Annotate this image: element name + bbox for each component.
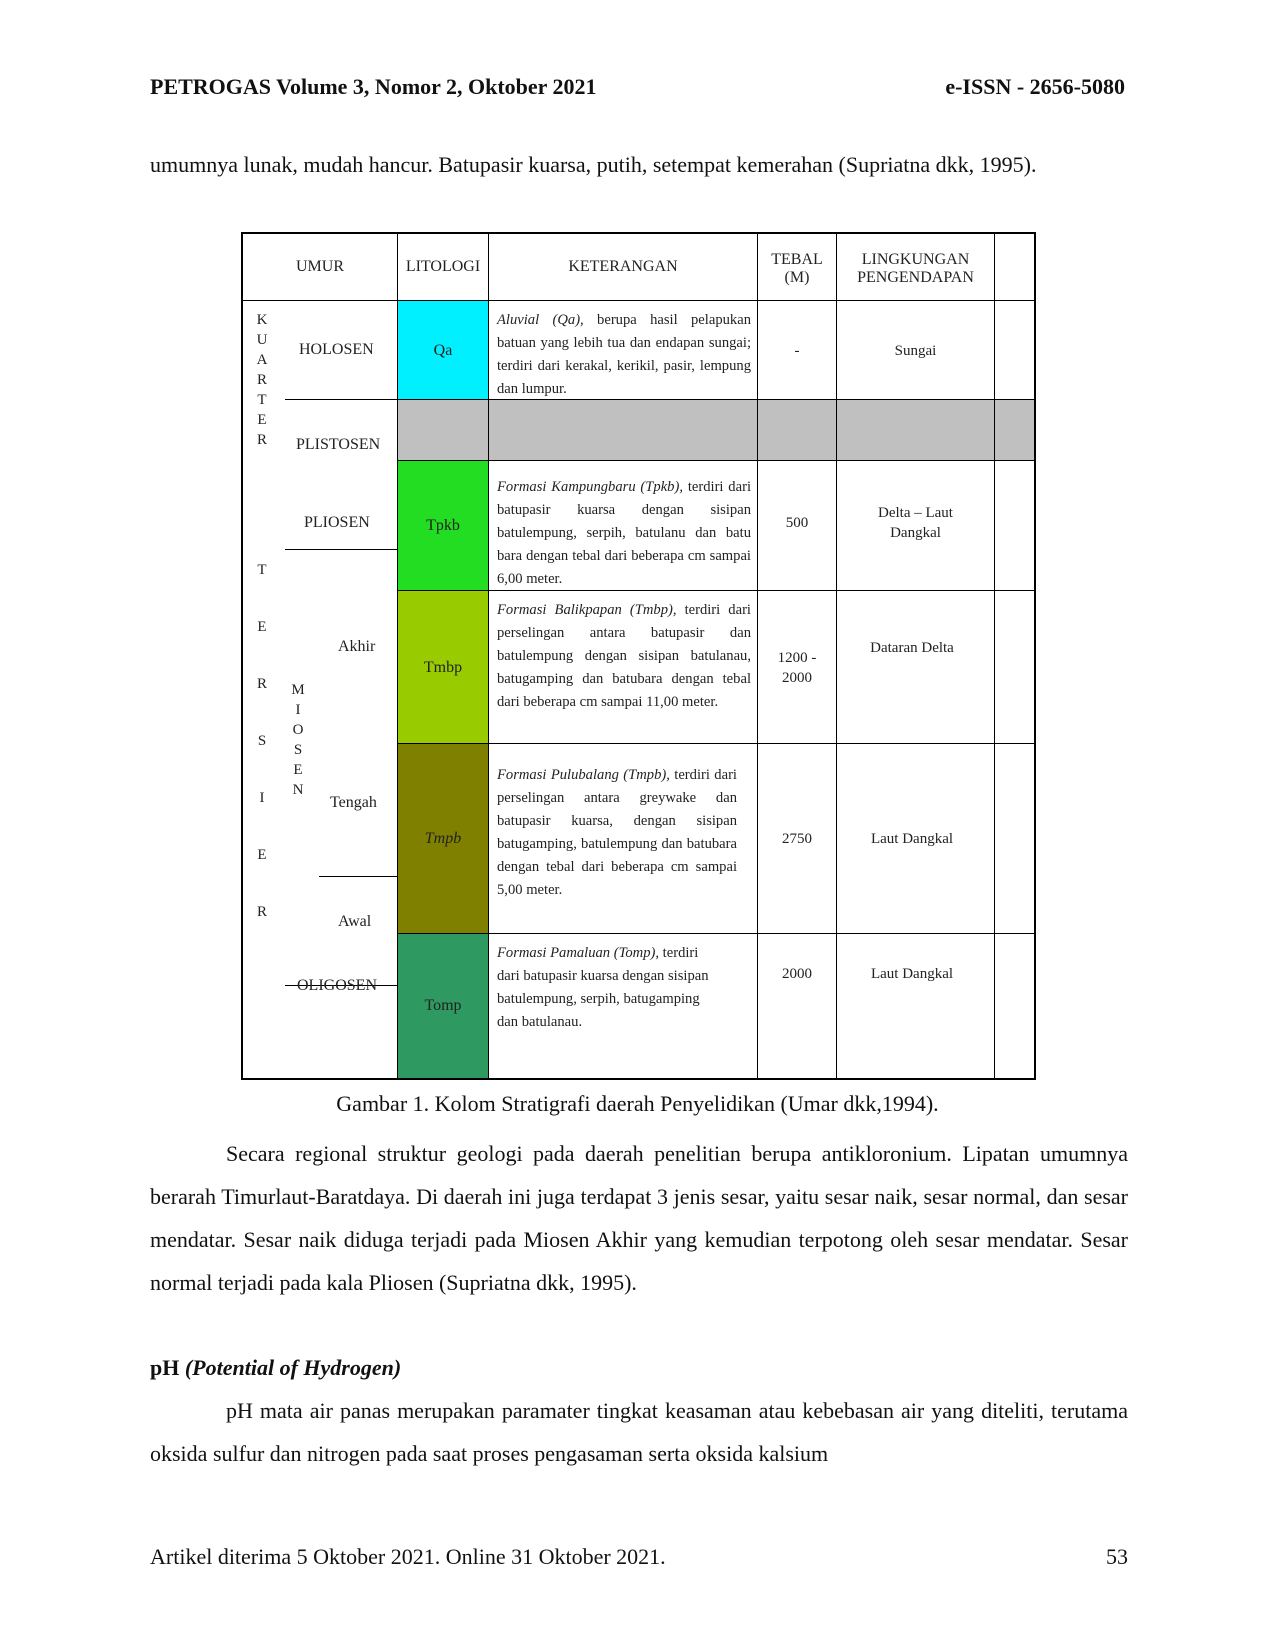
desc-tmbp: [489, 591, 757, 744]
kuarter-letter: U: [256, 332, 268, 348]
header-litologi: LITOLOGI: [405, 258, 481, 275]
miosen-letter: I: [295, 702, 301, 718]
paragraph-2: Secara regional struktur geologi pada daerah penelitian berupa antikloronium. Lipatan umumnya berarah Timurlaut-Baratdaya. Di daerah ini juga terdapat 3 jenis sesar, yaitu sesar naik, sesar normal, dan sesar mendatar. Sesar naik diduga terjadi pada Miosen Akhir yang kemudian terpotong oleh sesar mendatar. Sesar normal terjadi pada kala Pliosen (Supriatna dkk, 1995).: [150, 1141, 1128, 1295]
desc-tmbp-name: Formasi Balikpapan (Tmbp),: [497, 602, 677, 618]
age-akhir: Akhir: [338, 638, 376, 655]
header-umur: UMUR: [295, 258, 344, 275]
litho-tmbp: [398, 591, 488, 744]
desc-tpkb-text: terdiri dari batupasir kuarsa dengan sisipan batulempung, serpih, batulanu dan batu bara dengan tebal dari beberapa cm sampai 6,00 meter.: [497, 479, 751, 587]
litho-gap: [398, 400, 1034, 461]
age-tengah: Tengah: [330, 794, 377, 811]
paragraph-1: umumnya lunak, mudah hancur. Batupasir kuarsa, putih, setempat kemerahan (Supriatna dkk, 1995).: [150, 152, 1037, 177]
miosen-letter: E: [293, 762, 303, 778]
tersier-letter: R: [256, 904, 267, 920]
env-tpkb: Delta – Laut Dangkal: [878, 505, 953, 541]
kuarter-letter: E: [257, 412, 267, 428]
header-keterangan: KETERANGAN: [568, 258, 678, 275]
kuarter-letter: R: [256, 432, 267, 448]
page-number: 53: [1106, 1544, 1128, 1569]
kuarter-letter: K: [256, 312, 268, 328]
issn: e-ISSN - 2656-5080: [945, 74, 1125, 99]
desc-tmpb: [489, 756, 743, 934]
desc-tpkb: [489, 468, 757, 591]
tebal-tmbp: 1200 - 2000: [777, 649, 817, 686]
miosen-letter: N: [292, 782, 304, 798]
miosen-letter: M: [291, 682, 305, 698]
paragraph-3: pH mata air panas merupakan paramater tingkat keasaman atau kebebasan air yang diteliti, terutama oksida sulfur dan nitrogen pada saat proses pengasaman serta oksida kalsium: [150, 1398, 1128, 1466]
section-heading: [150, 1346, 401, 1389]
era-kuarter: [254, 310, 270, 450]
litho-tomp: [398, 934, 488, 1078]
miosen-letter: O: [292, 722, 304, 738]
age-pliosen: PLIOSEN: [304, 514, 370, 531]
tersier-letter: T: [257, 562, 267, 578]
age-holosen: HOLOSEN: [299, 341, 374, 358]
env-tomp: Laut Dangkal: [870, 966, 954, 982]
article-received: Artikel diterima 5 Oktober 2021. Online 31 Oktober 2021.: [150, 1544, 666, 1569]
litho-qa-code: Qa: [433, 341, 453, 359]
tebal-qa: -: [794, 342, 800, 359]
desc-tmpb-text: terdiri dari perselingan antara greywake dan batupasir kuarsa, dengan sisipan batugamping, batulempung dan batubara dengan tebal dari beberapa cm sampai 5,00 meter.: [497, 767, 737, 898]
desc-tomp-name: Formasi Pamaluan (Tomp),: [497, 945, 660, 961]
desc-tmbp-text: terdiri dari perselingan antara batupasir dan batulempung dengan sisipan batulanau, batugamping dan batubara dengan tebal dari beberapa cm sampai 11,00 meter.: [497, 602, 751, 710]
litho-qa: [398, 301, 488, 400]
desc-qa: [489, 301, 757, 400]
env-tmbp: Dataran Delta: [870, 640, 954, 656]
header-lingkungan: LINGKUNGAN PENGENDAPAN: [857, 251, 974, 286]
miosen-letter: S: [293, 742, 303, 758]
litho-tpkb-code: Tpkb: [426, 517, 460, 534]
tersier-letter: R: [256, 676, 267, 692]
age-awal: Awal: [338, 913, 372, 930]
env-tmpb: Laut Dangkal: [870, 831, 954, 847]
litho-tmbp-code: Tmbp: [423, 658, 463, 676]
header-tebal: TEBAL (M): [771, 251, 823, 286]
figure-caption-text: Gambar 1. Kolom Stratigrafi daerah Penyelidikan (Umar dkk,1994).: [336, 1091, 939, 1116]
env-qa: Sungai: [894, 342, 937, 359]
page-header: [150, 74, 1125, 106]
tebal-tomp: 2000: [782, 966, 812, 982]
stratigraphy-figure: [241, 232, 1036, 1080]
desc-tomp-text: terdiri dari batupasir kuarsa dengan sisipan batulempung, serpih, batugamping dan batulanau.: [497, 945, 709, 1030]
section-heading-italic: (Potential of Hydrogen): [184, 1355, 402, 1380]
desc-tmpb-name: Formasi Pulubalang (Tmpb),: [497, 767, 670, 783]
section-heading-bold: pH: [150, 1355, 185, 1380]
desc-tomp: [489, 934, 719, 1078]
figure-caption: [0, 1091, 1275, 1117]
tersier-letter: I: [259, 790, 265, 806]
litho-tpkb: [398, 461, 488, 591]
kuarter-letter: T: [257, 392, 267, 408]
tersier-letter: S: [257, 733, 267, 749]
epoch-miosen: [290, 680, 306, 800]
era-tersier: [254, 542, 270, 941]
tebal-tpkb: 500: [785, 515, 809, 531]
kuarter-letter: R: [256, 372, 267, 388]
tebal-tmpb: 2750: [782, 831, 812, 847]
desc-qa-text: berupa hasil pelapukan batuan yang lebih tua dan endapan sungai; terdiri dari kerakal, kerikil, pasir, lempung dan lumpur.: [497, 312, 751, 397]
tersier-letter: E: [257, 847, 267, 863]
journal-title: PETROGAS Volume 3, Nomor 2, Oktober 2021: [150, 74, 597, 99]
litho-tomp-code: Tomp: [424, 997, 462, 1014]
litho-tmpb: [398, 744, 488, 934]
litho-tmpb-code: Tmpb: [424, 830, 462, 847]
age-plistosen: PLISTOSEN: [296, 436, 381, 453]
age-oligosen: OLIGOSEN: [297, 977, 377, 994]
desc-tpkb-name: Formasi Kampungbaru (Tpkb),: [497, 479, 683, 495]
desc-qa-name: Aluvial (Qa),: [497, 312, 584, 328]
kuarter-letter: A: [256, 352, 268, 368]
tersier-letter: E: [257, 619, 267, 635]
